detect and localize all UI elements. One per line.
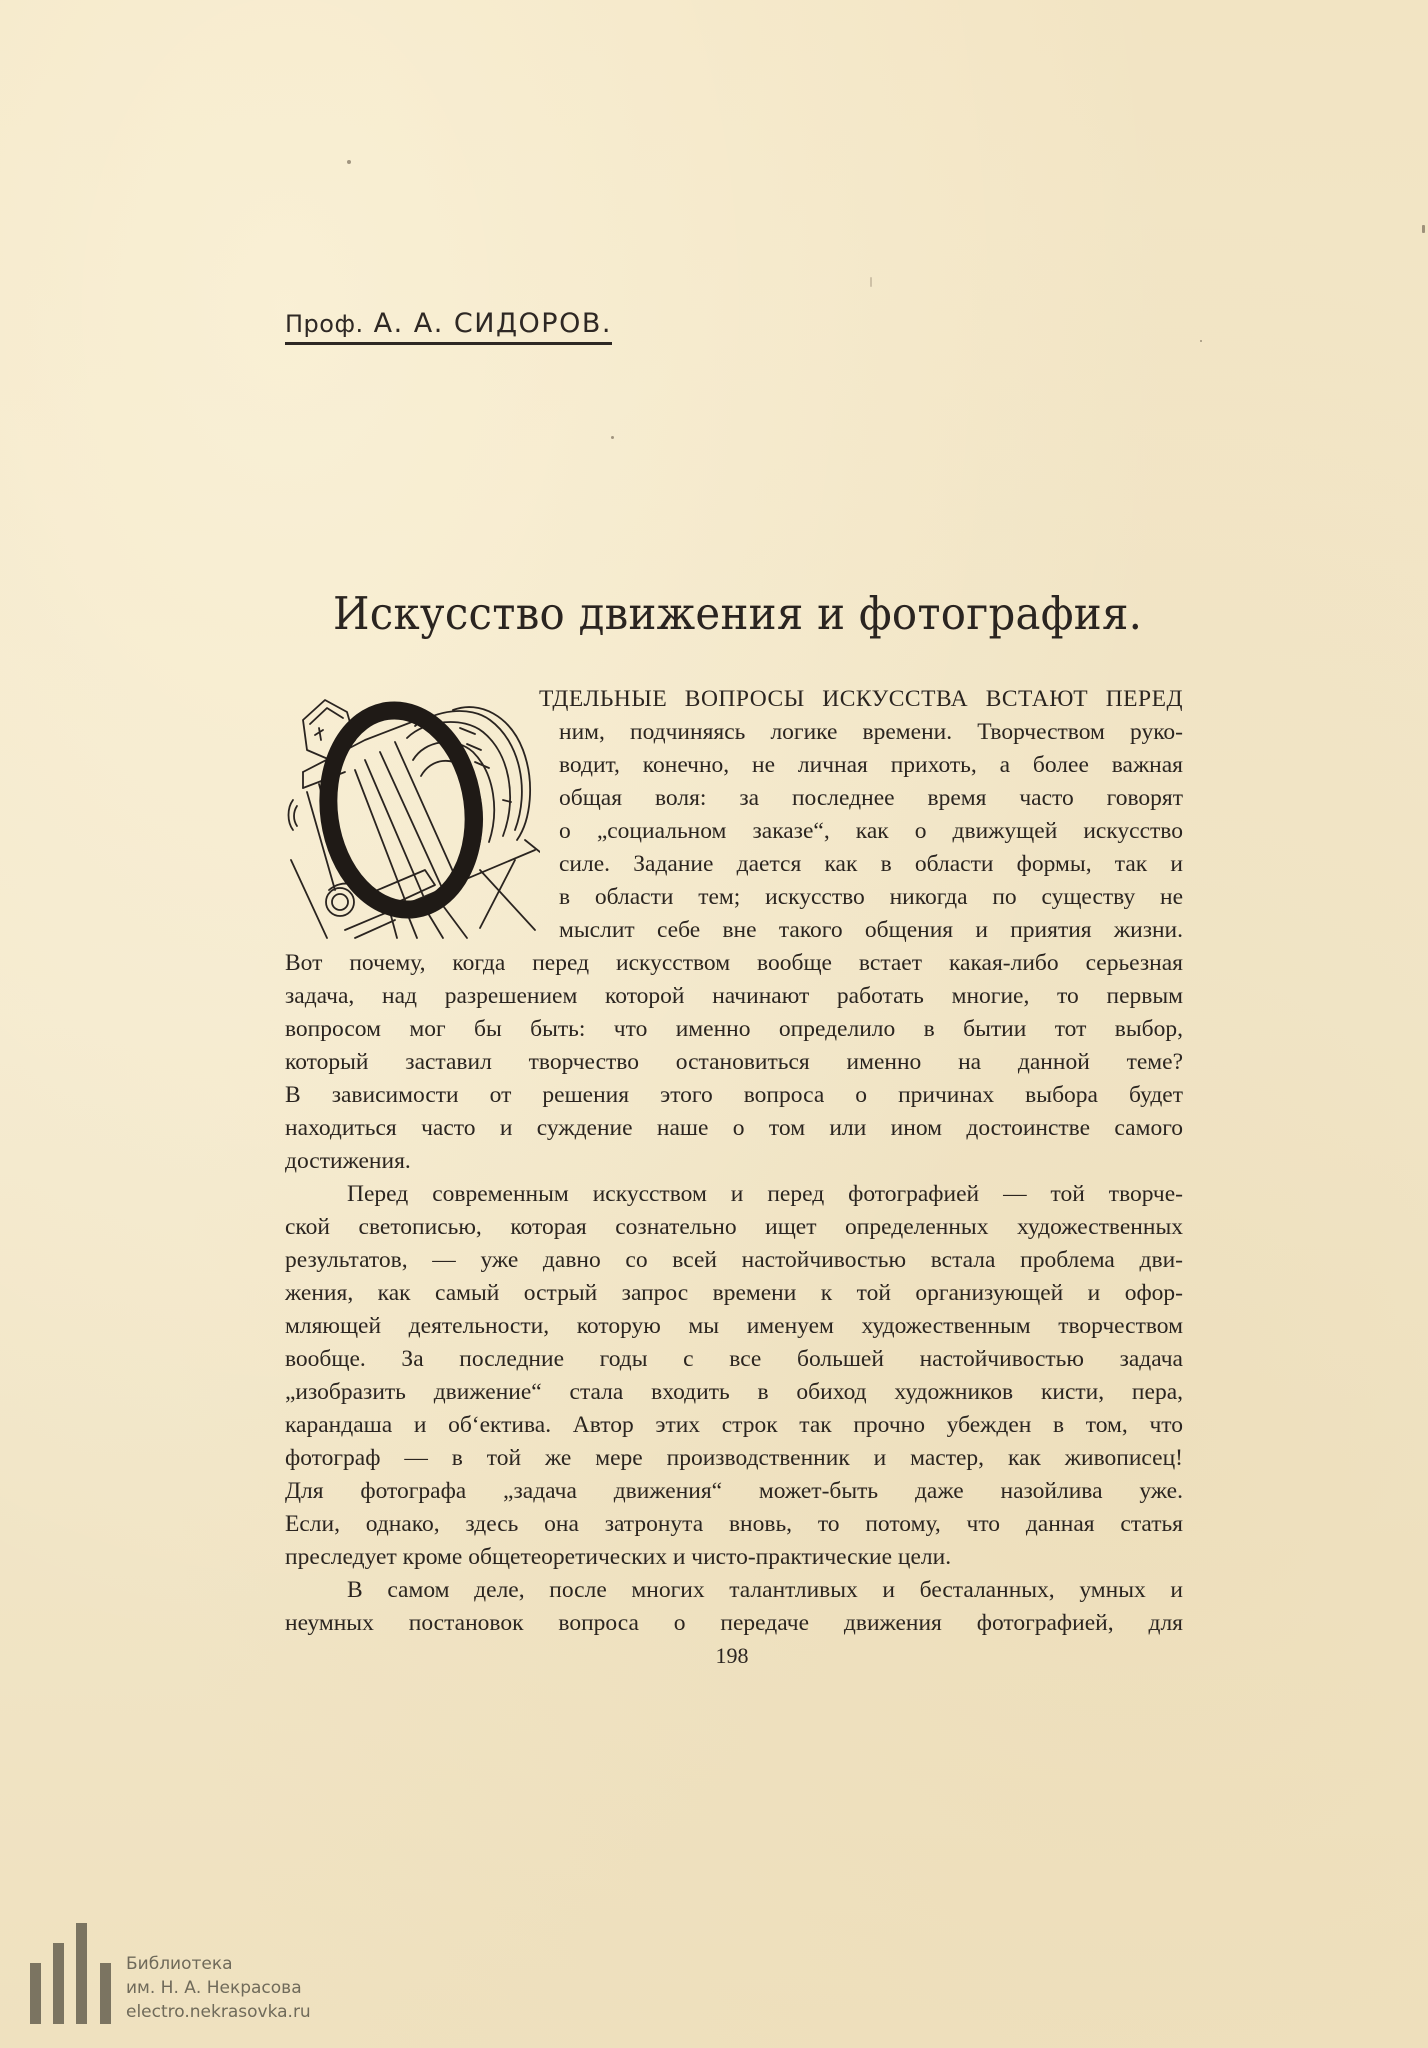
body-line: Перед современным искусством и перед фотографией — той творче- xyxy=(347,1181,1183,1207)
author-name: А. А. СИДОРОВ. xyxy=(373,308,612,339)
body-line: в области тем; искусство никогда по существу не xyxy=(559,884,1183,910)
body-line: преследует кроме общетеоретических и чисто-практические цели. xyxy=(285,1544,952,1570)
body-line: „изобразить движение“ стала входить в обиход художников кисти, пера, xyxy=(285,1379,1183,1405)
body-line: Если, однако, здесь она затронута вновь, то потому, что данная статья xyxy=(285,1511,1183,1537)
page-number: 198 xyxy=(715,1643,749,1668)
author-byline xyxy=(285,308,612,345)
paper-speck xyxy=(347,160,351,164)
paper-speck xyxy=(1200,340,1202,342)
body-line: вопросом мог бы быть: что именно определило в бытии тот выбор, xyxy=(285,1016,1183,1042)
body-line: фотограф — в той же мере производственник и мастер, как живописец! xyxy=(285,1445,1183,1471)
watermark-link[interactable]: electro.nekrasovka.ru xyxy=(126,2002,311,2022)
body-line: мляющей деятельности, которую мы именуем художественным творчеством xyxy=(285,1313,1183,1339)
paper-speck xyxy=(1422,225,1425,233)
camera-illustration-icon xyxy=(285,680,540,942)
dropcap-illustration xyxy=(285,680,540,942)
body-line: силе. Задание дается как в области формы, так и xyxy=(559,851,1183,877)
body-line: находиться часто и суждение наше о том или ином достоинстве самого xyxy=(285,1115,1183,1141)
body-line: ской светописью, которая сознательно ищет определенных художественных xyxy=(285,1214,1183,1240)
svg-text:О: О xyxy=(401,810,402,811)
body-line: Вот почему, когда перед искусством вообще встает какая-либо серьезная xyxy=(285,950,1183,976)
body-line: неумных постановок вопроса о передаче движения фотографией, для xyxy=(285,1610,1183,1636)
paper-speck xyxy=(870,277,872,287)
body-line: вообще. За последние годы с все большей настойчивостью задача xyxy=(285,1346,1183,1372)
body-line: о „социальном заказе“, как о движущей искусство xyxy=(559,818,1183,844)
body-line: ТДЕЛЬНЫЕ ВОПРОСЫ ИСКУССТВА ВСТАЮТ ПЕРЕД xyxy=(539,686,1183,712)
body-line: мыслит себе вне такого общения и приятия жизни. xyxy=(559,917,1183,943)
body-line: В самом деле, после многих талантливых и бесталанных, умных и xyxy=(347,1577,1183,1603)
author-prefix: Проф. xyxy=(285,310,364,338)
body-line: результатов, — уже давно со всей настойчивостью встала проблема дви- xyxy=(285,1247,1183,1273)
body-line: задача, над разрешением которой начинают работать многие, то первым xyxy=(285,983,1183,1009)
body-line: водит, конечно, не личная прихоть, а более важная xyxy=(559,752,1183,778)
body-line: Для фотографа „задача движения“ может-быть даже назойлива уже. xyxy=(285,1478,1183,1504)
watermark-line-2: им. Н. А. Некрасова xyxy=(126,1978,302,1998)
paper-speck xyxy=(611,436,614,439)
body-line: ним, подчиняясь логике времени. Творчеством руко- xyxy=(559,719,1183,745)
watermark-text xyxy=(126,1952,311,2024)
body-line: который заставил творчество остановиться именно на данной теме? xyxy=(285,1049,1183,1075)
body-line: жения, как самый острый запрос времени к той организующей и офор- xyxy=(285,1280,1183,1306)
watermark-line-1: Библиотека xyxy=(126,1954,233,1974)
body-line: карандаша и об‘ектива. Автор этих строк так прочно убежден в том, что xyxy=(285,1412,1183,1438)
article-title: Искусство движения и фотография. xyxy=(333,587,1143,640)
body-line: В зависимости от решения этого вопроса о причинах выбора будет xyxy=(285,1082,1183,1108)
library-watermark xyxy=(28,1914,368,2024)
body-line: общая воля: за последнее время часто говорят xyxy=(559,785,1183,811)
body-line: достижения. xyxy=(285,1148,411,1174)
